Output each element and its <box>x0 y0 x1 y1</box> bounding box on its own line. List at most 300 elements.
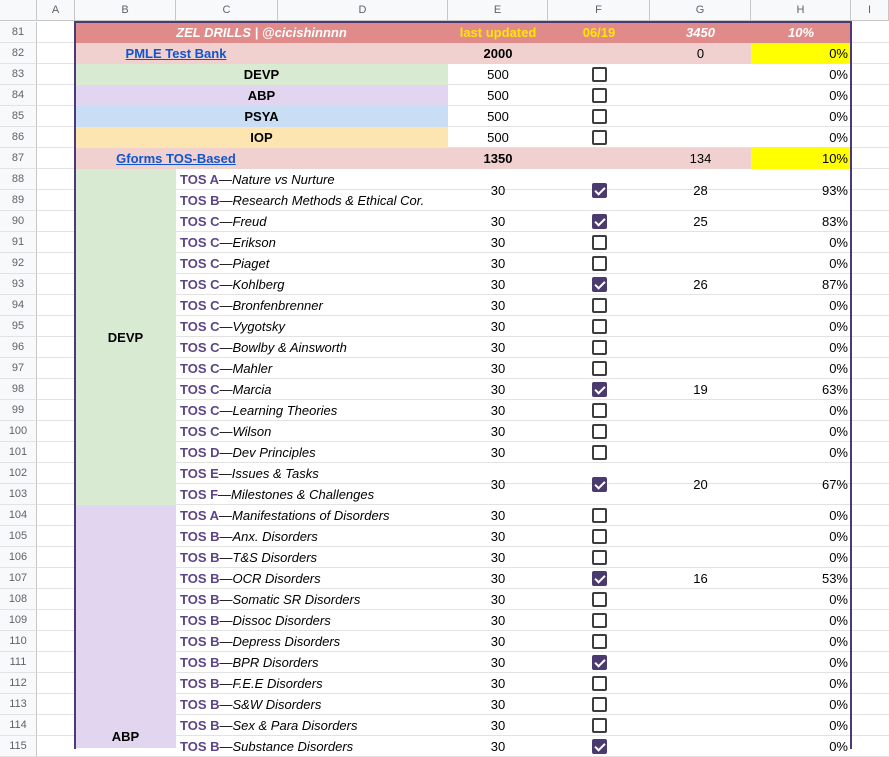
tos-checkbox-cell <box>548 211 650 232</box>
tos-code: TOS C <box>180 319 220 334</box>
tos-items: 30 <box>490 718 506 733</box>
tos-checkbox[interactable] <box>592 214 607 229</box>
row-header[interactable]: 92 <box>0 253 37 274</box>
tos-percent: 0% <box>829 298 848 313</box>
tos-topic: Vygotsky <box>232 319 286 334</box>
subject-percent: 0% <box>829 130 848 145</box>
tos-checkbox-cell <box>548 295 650 316</box>
tos-topic: Bronfenbrenner <box>232 298 323 313</box>
tos-score <box>650 295 751 316</box>
row-header[interactable]: 107 <box>0 568 37 589</box>
tos-percent: 0% <box>829 424 848 439</box>
tos-code: TOS B <box>180 718 220 733</box>
gforms-link-cell <box>75 148 277 169</box>
tos-code: TOS C <box>180 361 220 376</box>
tos-percent: 0% <box>829 697 848 712</box>
column-header-e[interactable]: E <box>448 0 548 21</box>
tos-topic-cell <box>176 673 448 694</box>
tos-items: 30 <box>490 403 506 418</box>
tos-checkbox-cell <box>548 274 650 295</box>
tos-checkbox-cell <box>548 526 650 547</box>
tos-code: TOS C <box>180 298 220 313</box>
row-header[interactable]: 85 <box>0 106 37 127</box>
gforms-tos-link[interactable]: Gforms TOS-Based <box>116 151 236 166</box>
tos-topic-cell <box>176 190 448 211</box>
tos-code: TOS C <box>180 214 220 229</box>
column-header-a[interactable]: A <box>37 0 75 21</box>
tos-checkbox-cell <box>548 379 650 400</box>
tos-checkbox[interactable] <box>592 613 607 628</box>
tos-checkbox-cell <box>548 169 650 211</box>
tos-score <box>650 589 751 610</box>
tos-items: 30 <box>490 676 506 691</box>
tos-topic: Research Methods & Ethical Cor. <box>232 193 425 208</box>
tos-dash: — <box>219 718 233 733</box>
tos-topic: Nature vs Nurture <box>232 172 335 187</box>
tos-checkbox[interactable] <box>592 277 607 292</box>
row-header[interactable]: 93 <box>0 274 37 295</box>
tos-topic: Dev Principles <box>232 445 316 460</box>
tos-dash: — <box>218 466 232 481</box>
tos-code: TOS B <box>180 193 220 208</box>
tos-topic-cell <box>176 610 448 631</box>
row-header[interactable]: 95 <box>0 316 37 337</box>
tos-dash: — <box>219 172 233 187</box>
tos-code: TOS C <box>180 277 220 292</box>
tos-topic: Learning Theories <box>232 403 338 418</box>
subject-percent: 0% <box>829 109 848 124</box>
sheet-title: ZEL DRILLS | @cicishinnnn <box>176 25 347 40</box>
tos-score <box>650 421 751 442</box>
tos-topic: Kohlberg <box>232 277 285 292</box>
tos-topic: Somatic SR Disorders <box>232 592 361 607</box>
column-header-f[interactable]: F <box>548 0 650 21</box>
tos-checkbox-cell <box>548 610 650 631</box>
tos-checkbox[interactable] <box>592 382 607 397</box>
tos-topic: BPR Disorders <box>232 655 319 670</box>
tos-topic: T&S Disorders <box>232 550 318 565</box>
gforms-total: 1350 <box>483 151 513 166</box>
tos-topic: Erikson <box>232 235 276 250</box>
tos-topic-cell <box>176 211 448 232</box>
column-header-h[interactable]: H <box>751 0 851 21</box>
tos-score: 26 <box>693 277 708 292</box>
row-header[interactable]: 90 <box>0 211 37 232</box>
tos-topic: S&W Disorders <box>232 697 322 712</box>
tos-items: 30 <box>490 319 506 334</box>
tos-score <box>650 715 751 736</box>
tos-checkbox[interactable] <box>592 508 607 523</box>
tos-percent: 0% <box>829 508 848 523</box>
tos-checkbox-cell <box>548 547 650 568</box>
tos-dash: — <box>219 340 233 355</box>
tos-dash: — <box>218 487 232 502</box>
tos-percent: 0% <box>829 319 848 334</box>
row-header[interactable]: 97 <box>0 358 37 379</box>
tos-code: TOS B <box>180 529 220 544</box>
tos-percent: 0% <box>829 676 848 691</box>
tos-topic-cell <box>176 442 448 463</box>
tos-percent: 63% <box>821 382 848 397</box>
tos-items: 30 <box>490 508 506 523</box>
subject-label: ABP <box>247 88 276 103</box>
row-header[interactable]: 111 <box>0 652 37 673</box>
tos-percent: 0% <box>829 634 848 649</box>
tos-items: 30 <box>490 235 506 250</box>
abp-group-label: ABP <box>111 728 140 744</box>
tos-score <box>650 253 751 274</box>
tos-topic: Substance Disorders <box>232 739 354 754</box>
tos-topic: F.E.E Disorders <box>232 676 323 691</box>
row-header[interactable]: 86 <box>0 127 37 148</box>
row-header[interactable]: 83 <box>0 64 37 85</box>
tos-checkbox-cell <box>548 463 650 505</box>
tos-percent: 53% <box>821 571 848 586</box>
tos-score <box>650 736 751 757</box>
tos-score: 16 <box>693 571 708 586</box>
tos-dash: — <box>219 424 233 439</box>
tos-dash: — <box>219 214 233 229</box>
tos-percent: 0% <box>829 235 848 250</box>
row-header[interactable]: 100 <box>0 421 37 442</box>
tos-topic-cell <box>176 505 448 526</box>
tos-code: TOS B <box>180 655 220 670</box>
tos-topic: Bowlby & Ainsworth <box>232 340 347 355</box>
total-items: 3450 <box>686 25 715 40</box>
row-header[interactable]: 106 <box>0 547 37 568</box>
tos-checkbox[interactable] <box>592 676 607 691</box>
tos-topic-cell <box>176 295 448 316</box>
tos-checkbox-cell <box>548 400 650 421</box>
tos-score: 19 <box>693 382 708 397</box>
tos-topic-cell <box>176 547 448 568</box>
tos-topic-cell <box>176 484 448 505</box>
tos-dash: — <box>219 592 233 607</box>
tos-topic-cell <box>176 568 448 589</box>
tos-checkbox[interactable] <box>592 319 607 334</box>
tos-dash: — <box>219 319 233 334</box>
tos-dash: — <box>219 403 233 418</box>
tos-dash: — <box>219 529 233 544</box>
tos-checkbox-cell <box>548 337 650 358</box>
tos-items: 30 <box>490 739 506 754</box>
tos-score <box>650 400 751 421</box>
column-header-b[interactable]: B <box>75 0 176 21</box>
tos-code: TOS B <box>180 634 220 649</box>
tos-items: 30 <box>490 571 506 586</box>
tos-checkbox[interactable] <box>592 424 607 439</box>
tos-code: TOS C <box>180 256 220 271</box>
tos-code: TOS C <box>180 235 220 250</box>
tos-percent: 0% <box>829 529 848 544</box>
tos-topic-cell <box>176 274 448 295</box>
tos-score <box>650 505 751 526</box>
tos-score: 25 <box>693 214 708 229</box>
tos-checkbox[interactable] <box>592 477 607 492</box>
row-header[interactable]: 96 <box>0 337 37 358</box>
tos-percent: 83% <box>821 214 848 229</box>
column-header-d[interactable]: D <box>278 0 448 21</box>
pmle-done: 0 <box>696 46 705 61</box>
tos-checkbox-cell <box>548 442 650 463</box>
subject-label: IOP <box>250 130 273 145</box>
tos-checkbox-cell <box>548 232 650 253</box>
tos-dash: — <box>219 571 233 586</box>
tos-checkbox-cell <box>548 715 650 736</box>
tos-checkbox[interactable] <box>592 256 607 271</box>
tos-score <box>650 337 751 358</box>
tos-score <box>650 547 751 568</box>
tos-topic: Marcia <box>232 382 272 397</box>
row-header[interactable]: 112 <box>0 673 37 694</box>
tos-code: TOS B <box>180 592 220 607</box>
row-header[interactable]: 113 <box>0 694 37 715</box>
tos-topic: Piaget <box>232 256 270 271</box>
tos-items: 30 <box>490 340 506 355</box>
tos-topic: Milestones & Challenges <box>231 487 375 502</box>
tos-checkbox[interactable] <box>592 571 607 586</box>
tos-topic: Sex & Para Disorders <box>232 718 358 733</box>
tos-percent: 0% <box>829 655 848 670</box>
tos-code: TOS F <box>180 487 219 502</box>
tos-topic-cell <box>176 169 448 190</box>
tos-score <box>650 526 751 547</box>
tos-code: TOS E <box>180 466 219 481</box>
tos-code: TOS B <box>180 739 220 754</box>
tos-checkbox-cell <box>548 673 650 694</box>
tos-score <box>650 652 751 673</box>
tos-code: TOS B <box>180 676 220 691</box>
tos-topic-cell <box>176 736 448 757</box>
column-header-i[interactable]: I <box>851 0 889 21</box>
tos-checkbox-cell <box>548 652 650 673</box>
row-header[interactable]: 115 <box>0 736 37 757</box>
tos-score <box>650 673 751 694</box>
tos-topic-cell <box>176 253 448 274</box>
subject-checkbox-cell <box>548 127 650 148</box>
tos-percent: 0% <box>829 739 848 754</box>
tos-percent: 0% <box>829 361 848 376</box>
tos-code: TOS B <box>180 550 220 565</box>
pmle-test-bank-link[interactable]: PMLE Test Bank <box>125 46 227 61</box>
row-header[interactable]: 99 <box>0 400 37 421</box>
tos-checkbox-cell <box>548 631 650 652</box>
tos-topic-cell <box>176 694 448 715</box>
row-header[interactable]: 89 <box>0 190 37 211</box>
tos-items: 30 <box>490 445 506 460</box>
tos-items: 30 <box>490 613 506 628</box>
tos-checkbox-cell <box>548 358 650 379</box>
tos-checkbox[interactable] <box>592 361 607 376</box>
subject-percent: 0% <box>829 67 848 82</box>
row-header[interactable]: 110 <box>0 631 37 652</box>
row-header[interactable]: 91 <box>0 232 37 253</box>
row-header[interactable]: 109 <box>0 610 37 631</box>
tos-dash: — <box>219 382 233 397</box>
column-header-c[interactable]: C <box>176 0 278 21</box>
tos-topic-cell <box>176 421 448 442</box>
tos-items: 30 <box>490 697 506 712</box>
tos-checkbox[interactable] <box>592 592 607 607</box>
subject-label: PSYA <box>244 109 279 124</box>
tos-percent: 0% <box>829 403 848 418</box>
tos-items: 30 <box>490 277 506 292</box>
tos-dash: — <box>219 697 233 712</box>
tos-topic-cell <box>176 400 448 421</box>
tos-items: 30 <box>490 214 506 229</box>
tos-items: 30 <box>490 256 506 271</box>
tos-items: 30 <box>490 361 506 376</box>
tos-topic: Freud <box>232 214 267 229</box>
tos-items: 30 <box>490 550 506 565</box>
row-header[interactable]: 87 <box>0 148 37 169</box>
subject-checkbox-cell <box>548 64 650 85</box>
tos-percent: 0% <box>829 592 848 607</box>
tos-dash: — <box>219 613 233 628</box>
subject-items: 500 <box>487 67 509 82</box>
tos-score <box>650 610 751 631</box>
tos-dash: — <box>219 655 233 670</box>
row-header[interactable]: 94 <box>0 295 37 316</box>
tos-topic-cell <box>176 631 448 652</box>
tos-topic-cell <box>176 652 448 673</box>
tos-score <box>650 442 751 463</box>
tos-code: TOS C <box>180 424 220 439</box>
tos-checkbox[interactable] <box>592 235 607 250</box>
row-header[interactable]: 103 <box>0 484 37 505</box>
pmle-total: 2000 <box>483 46 513 61</box>
devp-group-label: DEVP <box>107 329 144 345</box>
subject-checkbox[interactable] <box>592 88 607 103</box>
row-header[interactable]: 98 <box>0 379 37 400</box>
row-header[interactable]: 108 <box>0 589 37 610</box>
tos-checkbox[interactable] <box>592 739 607 754</box>
row-header[interactable]: 105 <box>0 526 37 547</box>
tos-checkbox-cell <box>548 421 650 442</box>
tos-topic: Mahler <box>232 361 273 376</box>
tos-percent: 0% <box>829 550 848 565</box>
tos-checkbox[interactable] <box>592 655 607 670</box>
tos-code: TOS A <box>180 508 220 523</box>
subject-checkbox[interactable] <box>592 109 607 124</box>
tos-checkbox-cell <box>548 589 650 610</box>
row-header[interactable]: 104 <box>0 505 37 526</box>
row-header[interactable]: 101 <box>0 442 37 463</box>
tos-percent-merged: 93% <box>821 182 848 198</box>
tos-items: 30 <box>490 298 506 313</box>
row-header[interactable]: 84 <box>0 85 37 106</box>
row-header[interactable]: 88 <box>0 169 37 190</box>
tos-score-merged: 20 <box>693 476 708 492</box>
tos-topic: Wilson <box>232 424 272 439</box>
tos-topic: Depress Disorders <box>232 634 341 649</box>
tos-percent: 0% <box>829 613 848 628</box>
tos-checkbox-cell <box>548 253 650 274</box>
tos-topic: Anx. Disorders <box>232 529 318 544</box>
tos-dash: — <box>219 445 233 460</box>
tos-dash: — <box>219 298 233 313</box>
tos-topic-cell <box>176 715 448 736</box>
tos-checkbox[interactable] <box>592 340 607 355</box>
tos-checkbox[interactable] <box>592 403 607 418</box>
row-header[interactable]: 114 <box>0 715 37 736</box>
tos-code: TOS B <box>180 613 220 628</box>
tos-score <box>650 316 751 337</box>
last-updated-date: 06/19 <box>582 25 616 40</box>
tos-code: TOS C <box>180 403 220 418</box>
pmle-test-bank-link-cell <box>75 43 277 64</box>
column-header-g[interactable]: G <box>650 0 751 21</box>
tos-checkbox[interactable] <box>592 183 607 198</box>
tos-checkbox-cell <box>548 505 650 526</box>
tos-items: 30 <box>490 634 506 649</box>
select-all-corner[interactable] <box>0 0 37 21</box>
subject-checkbox[interactable] <box>592 130 607 145</box>
tos-dash: — <box>219 550 233 565</box>
tos-topic: Dissoc Disorders <box>232 613 331 628</box>
tos-checkbox[interactable] <box>592 445 607 460</box>
tos-percent-merged: 67% <box>821 476 848 492</box>
row-header[interactable]: 102 <box>0 463 37 484</box>
tos-percent: 87% <box>821 277 848 292</box>
tos-score <box>650 694 751 715</box>
subject-items: 500 <box>487 130 509 145</box>
tos-score <box>650 232 751 253</box>
gforms-percent: 10% <box>821 151 848 166</box>
tos-topic-cell <box>176 379 448 400</box>
tos-topic-cell <box>176 358 448 379</box>
tos-dash: — <box>219 256 233 271</box>
tos-code: TOS B <box>180 571 220 586</box>
last-updated-label: last updated <box>459 25 537 40</box>
tos-checkbox[interactable] <box>592 697 607 712</box>
tos-dash: — <box>219 634 233 649</box>
tos-checkbox[interactable] <box>592 634 607 649</box>
tos-topic: OCR Disorders <box>232 571 321 586</box>
tos-checkbox[interactable] <box>592 529 607 544</box>
tos-percent: 0% <box>829 340 848 355</box>
tos-checkbox-cell <box>548 568 650 589</box>
tos-topic: Issues & Tasks <box>231 466 319 481</box>
tos-dash: — <box>219 676 233 691</box>
tos-checkbox[interactable] <box>592 298 607 313</box>
gforms-done: 134 <box>689 151 712 166</box>
row-header[interactable]: 82 <box>0 43 37 64</box>
subject-percent: 0% <box>829 88 848 103</box>
tos-checkbox[interactable] <box>592 718 607 733</box>
tos-items: 30 <box>490 382 506 397</box>
subject-items: 500 <box>487 88 509 103</box>
tos-checkbox-cell <box>548 316 650 337</box>
tos-items-merged: 30 <box>490 182 506 198</box>
tos-dash: — <box>219 235 233 250</box>
subject-label: DEVP <box>243 67 280 82</box>
tos-topic-cell <box>176 337 448 358</box>
row-header[interactable]: 81 <box>0 22 37 43</box>
tos-checkbox[interactable] <box>592 550 607 565</box>
subject-items: 500 <box>487 109 509 124</box>
tos-topic-cell <box>176 232 448 253</box>
tos-dash: — <box>219 277 233 292</box>
pmle-percent: 0% <box>829 46 848 61</box>
tos-dash: — <box>219 508 233 523</box>
tos-topic-cell <box>176 463 448 484</box>
tos-score <box>650 358 751 379</box>
tos-topic-cell <box>176 526 448 547</box>
tos-items: 30 <box>490 424 506 439</box>
tos-dash: — <box>219 193 233 208</box>
subject-checkbox[interactable] <box>592 67 607 82</box>
